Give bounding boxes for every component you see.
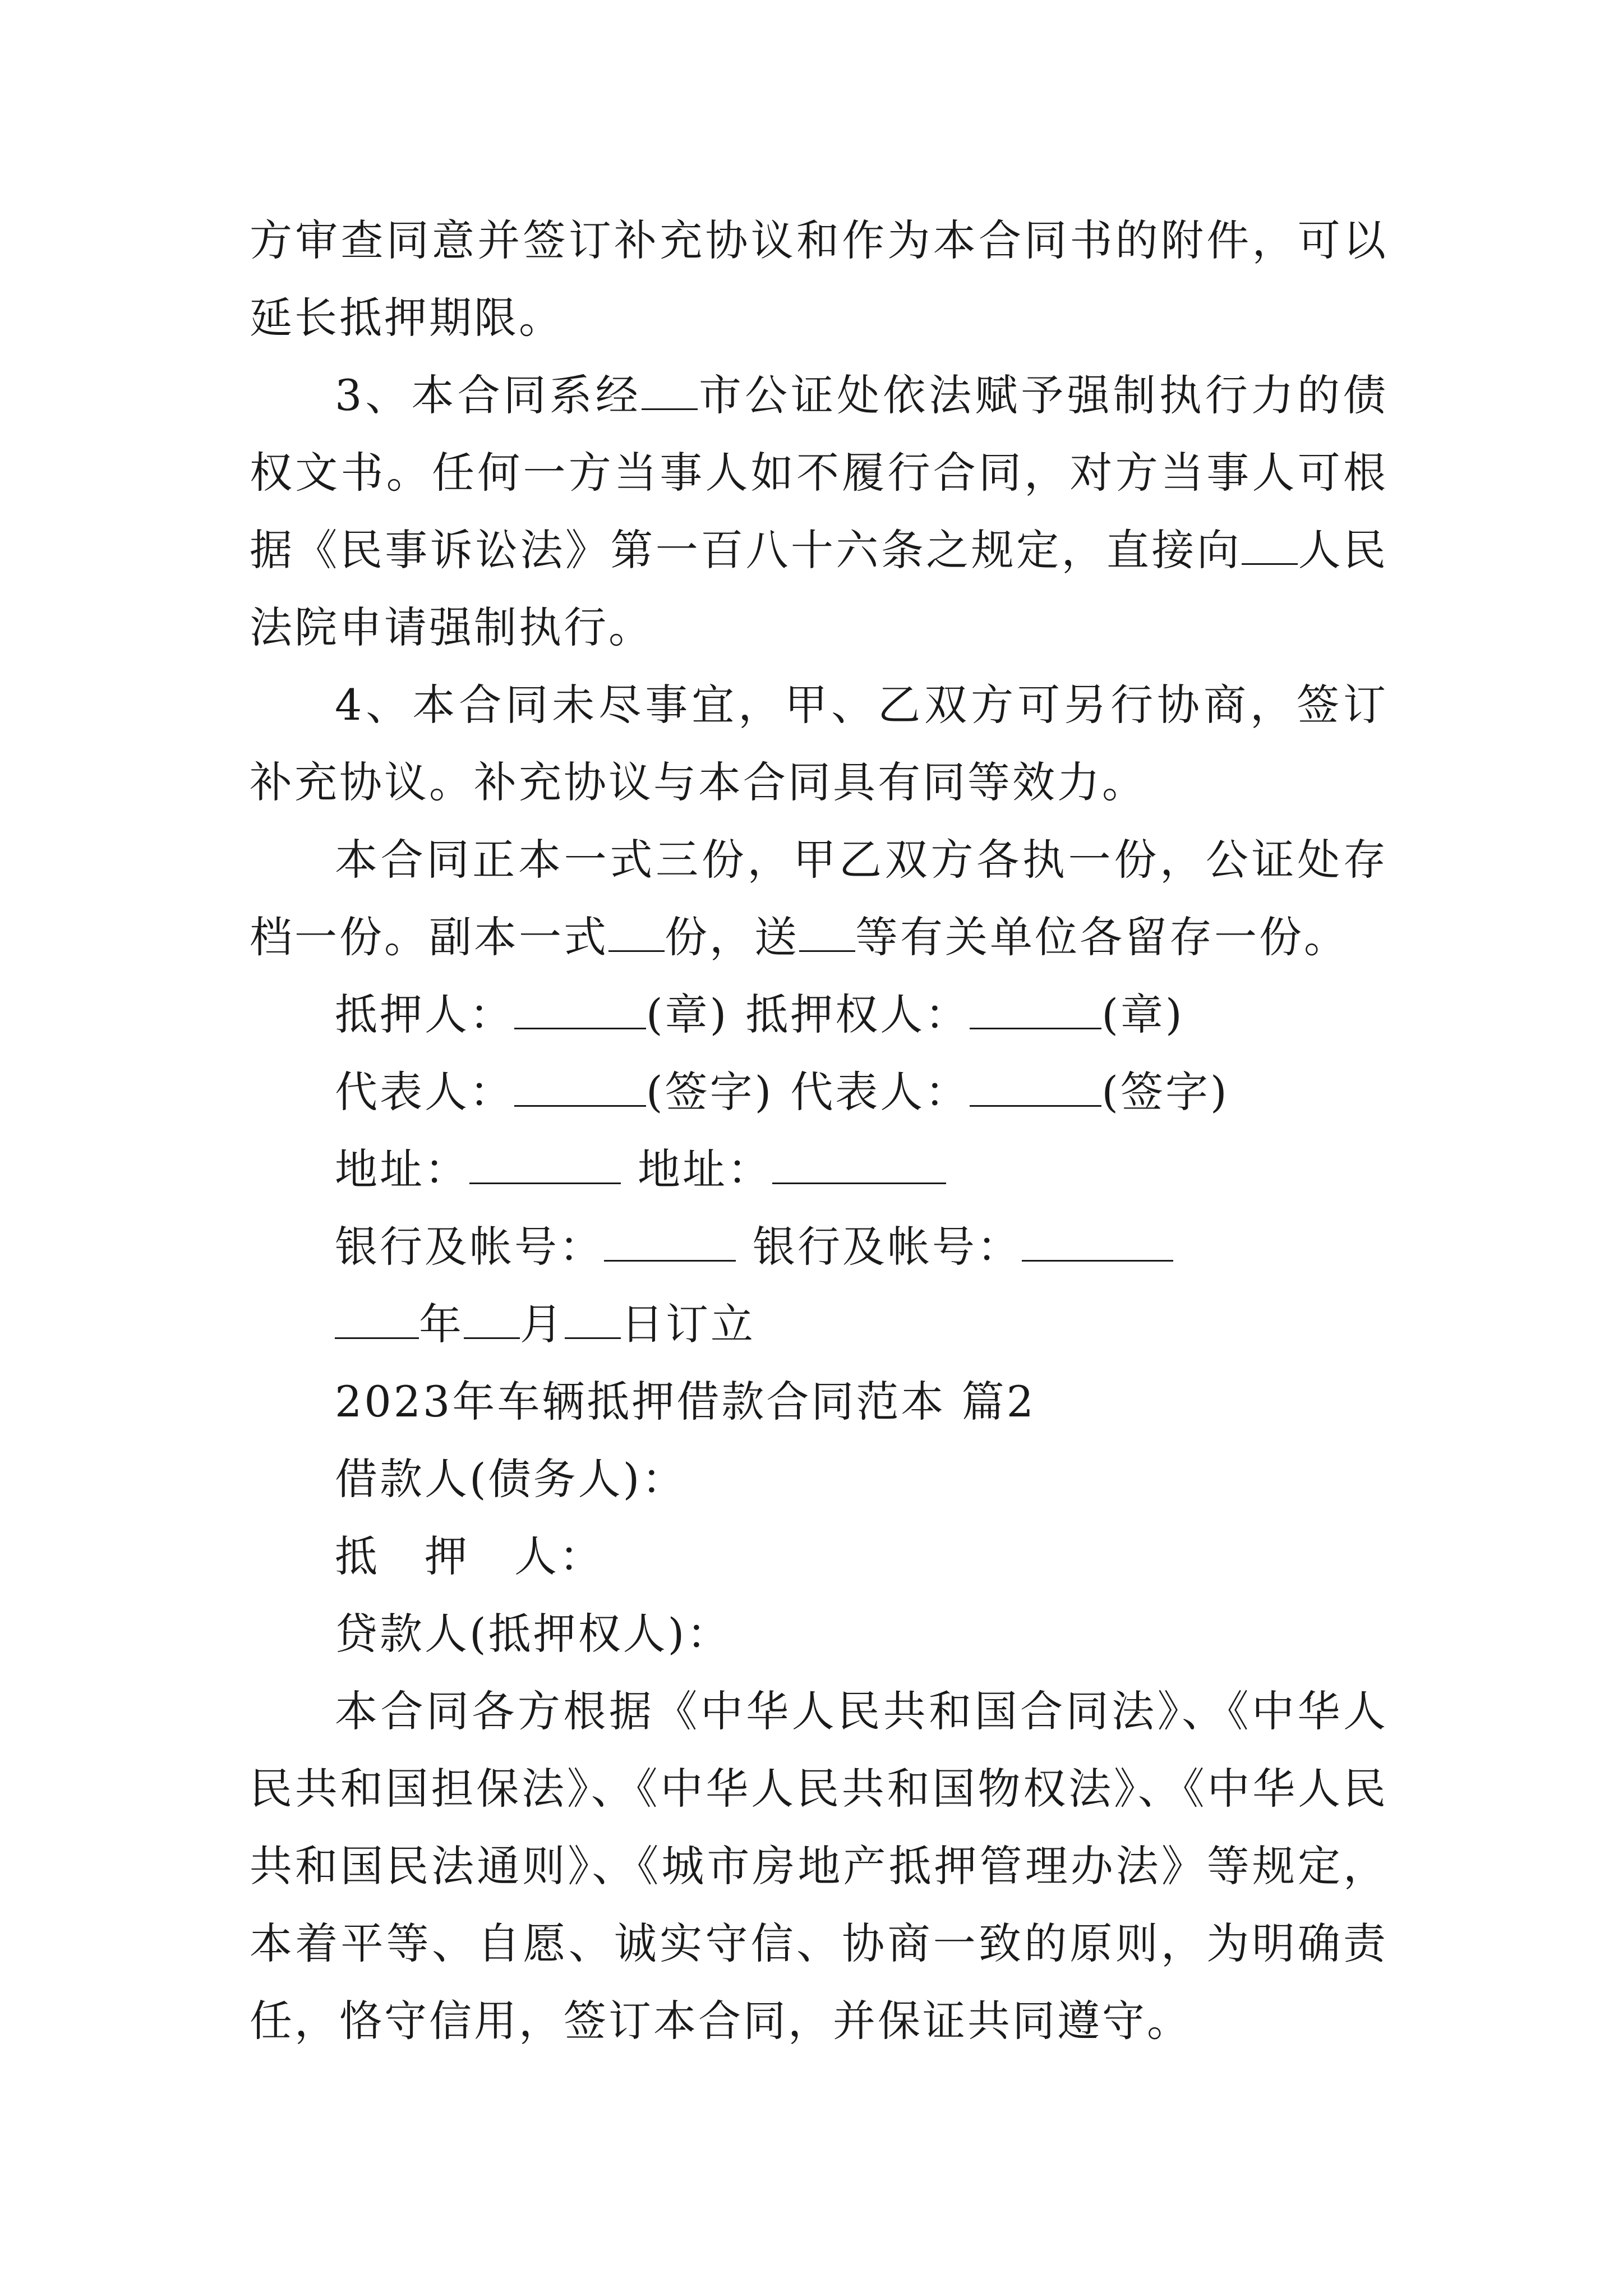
bank-account-line bbox=[250, 1208, 1388, 1286]
copies-paragraph bbox=[250, 821, 1388, 976]
blank-address-2 bbox=[772, 1148, 946, 1184]
clause-3-part-a: 3、本合同系经 bbox=[335, 370, 642, 420]
blank-year bbox=[335, 1303, 419, 1339]
clause-3-part-c: 人民法院申请强制执行。 bbox=[250, 525, 1389, 652]
borrower-line: 借款人(债务人)： bbox=[335, 1454, 687, 1504]
month-label: 月 bbox=[520, 1299, 565, 1349]
signature-label-1: (签字) bbox=[646, 1067, 774, 1117]
address-label-2: 地址： bbox=[638, 1144, 772, 1194]
blank-recipient bbox=[799, 915, 855, 952]
seal-label-1: (章) bbox=[646, 990, 729, 1039]
blank-representative-2 bbox=[970, 1070, 1101, 1107]
representative-label-2: 代表人： bbox=[790, 1067, 970, 1117]
blank-day bbox=[565, 1303, 621, 1339]
clause-3 bbox=[250, 357, 1388, 666]
copies-part-b: 份，送 bbox=[665, 912, 799, 962]
blank-mortgagee bbox=[970, 993, 1101, 1029]
blank-month bbox=[464, 1303, 520, 1339]
blank-address-1 bbox=[469, 1148, 621, 1184]
signature-label-2: (签字) bbox=[1101, 1067, 1229, 1117]
mortgagor-label: 抵押人： bbox=[335, 990, 514, 1039]
clause-4: 4、本合同未尽事宜，甲、乙双方可另行协商，签订补充协议。补充协议与本合同具有同等效力。 bbox=[250, 680, 1388, 807]
mortgagee-label: 抵押权人： bbox=[745, 990, 970, 1039]
copies-part-a: 本合同正本一式三份，甲乙双方各执一份，公证处存档一份。副本一式 bbox=[250, 835, 1388, 962]
preamble-paragraph: 本合同各方根据《中华人民共和国合同法》、《中华人民共和国担保法》、《中华人民共和国物权法》、《中华人民共和国民法通则》、《城市房地产抵押管理办法》等规定，本着平等、自愿、诚实守信、协商一致的原则，为明确责任，恪守信用，签订本合同，并保证共同遵守。 bbox=[250, 1686, 1388, 2046]
seal-label-2: (章) bbox=[1101, 990, 1184, 1039]
paragraph-continuation: 方审查同意并签订补充协议和作为本合同书的附件，可以延长抵押期限。 bbox=[250, 215, 1388, 343]
blank-city bbox=[642, 374, 698, 410]
bank-label-2: 银行及帐号： bbox=[753, 1222, 1022, 1272]
representative-label-1: 代表人： bbox=[335, 1067, 514, 1117]
blank-copy-count bbox=[608, 915, 665, 952]
day-label: 日订立 bbox=[621, 1299, 755, 1349]
signature-line-seal bbox=[250, 976, 1388, 1053]
bank-label-1: 银行及帐号： bbox=[335, 1222, 604, 1272]
blank-mortgagor bbox=[514, 993, 646, 1029]
address-label-1: 地址： bbox=[335, 1144, 469, 1194]
signature-line-representative bbox=[250, 1053, 1388, 1131]
lender-line: 贷款人(抵押权人)： bbox=[335, 1609, 732, 1659]
mortgagor-line: 抵 押 人： bbox=[335, 1531, 604, 1581]
blank-bank-2 bbox=[1022, 1225, 1173, 1262]
copies-part-c: 等有关单位各留存一份。 bbox=[855, 912, 1349, 962]
blank-bank-1 bbox=[604, 1225, 736, 1262]
address-line bbox=[250, 1131, 1388, 1208]
blank-court bbox=[1242, 528, 1298, 565]
section-title: 2023年车辆抵押借款合同范本 篇2 bbox=[335, 1377, 1036, 1427]
document-page bbox=[250, 202, 1388, 2060]
year-label: 年 bbox=[419, 1299, 464, 1349]
blank-representative-1 bbox=[514, 1070, 646, 1107]
date-line bbox=[250, 1286, 1388, 1363]
clause-3-part-b: 市公证处依法赋予强制执行力的债权文书。任何一方当事人如不履行合同，对方当事人可根据《民事诉讼法》第一百八十六条之规定，直接向 bbox=[250, 370, 1389, 575]
